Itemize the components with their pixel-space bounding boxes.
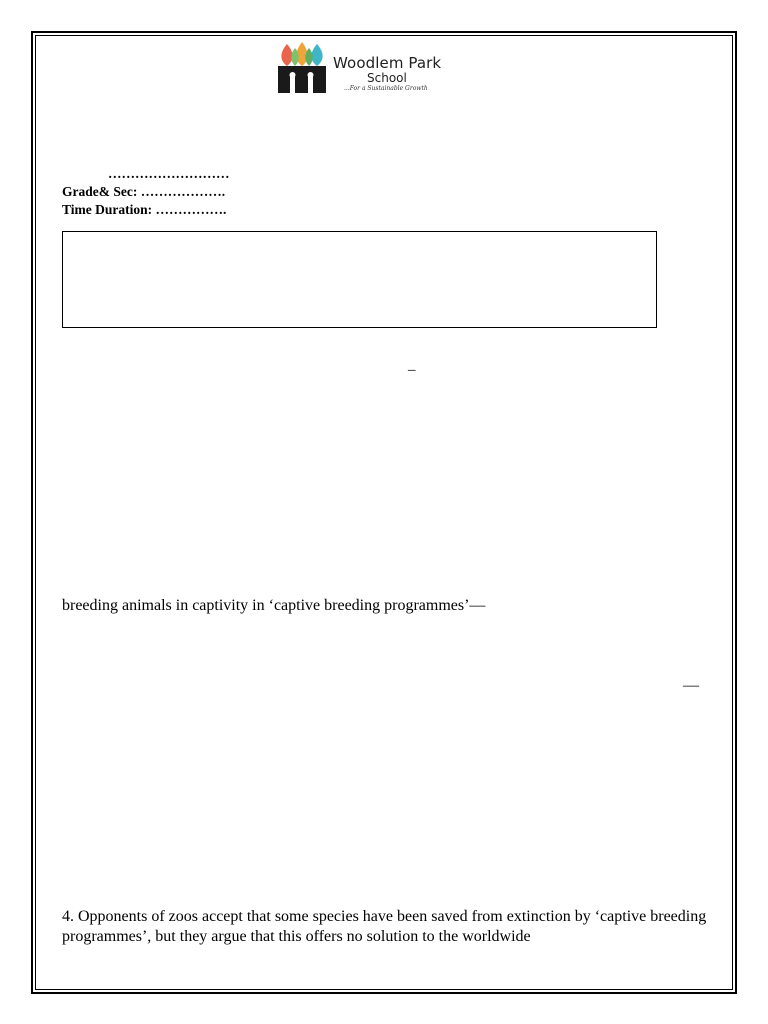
- time-label: Time Duration:: [62, 202, 153, 217]
- stray-em-dash: —: [683, 677, 699, 694]
- grade-section-field: [62, 184, 225, 200]
- school-tagline-text: ...For a Sustainable Growth: [344, 85, 428, 92]
- time-duration-field: [62, 202, 226, 218]
- school-subtitle-text: School: [367, 71, 407, 85]
- grade-dots: ……………….: [137, 184, 226, 199]
- school-name-text: Woodlem Park: [333, 54, 442, 72]
- time-dots: …………….: [152, 202, 227, 217]
- paragraph-4: 4. Opponents of zoos accept that some species have been saved from extinction by ‘captive breeding programmes’, but they argue that this offers no solution to the worldwide: [62, 908, 707, 945]
- grade-label: Grade& Sec:: [62, 184, 138, 199]
- name-field-line: [108, 166, 230, 182]
- paragraph-captive-breeding: breeding animals in captivity in ‘captive breeding programmes’—: [62, 597, 486, 614]
- school-logo: [278, 42, 458, 98]
- instructions-box: [62, 231, 657, 328]
- stray-dash: –: [408, 362, 416, 378]
- school-logo-mark-icon: [278, 42, 328, 94]
- name-dots: ………………………: [108, 166, 230, 181]
